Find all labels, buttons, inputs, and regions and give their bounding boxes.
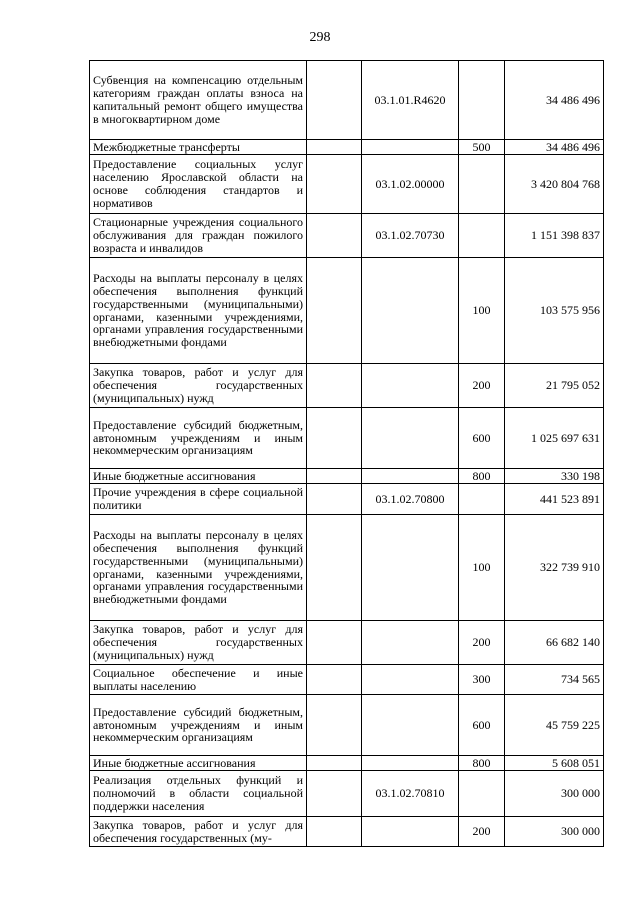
row-amount: 66 682 140 [505,621,604,665]
row-empty-cell [307,756,362,771]
row-name: Расходы на выплаты персоналу в целях обеспечения выполнения функций государственными (муниципальными) органами, казенными учреждениями, органами управления государственными внебюджетными фондами [90,258,307,364]
row-code: 03.1.02.70800 [362,484,459,515]
row-name: Закупка товаров, работ и услуг для обеспечения государственных (муниципальных) нужд [90,621,307,665]
row-code: 03.1.01.R4620 [362,61,459,140]
row-expense-type: 200 [459,364,505,408]
table-row [90,621,604,665]
table-row [90,695,604,756]
row-empty-cell [307,484,362,515]
row-code [362,756,459,771]
row-empty-cell [307,817,362,847]
row-empty-cell [307,621,362,665]
table-row [90,756,604,771]
row-code: 03.1.02.00000 [362,155,459,214]
row-empty-cell [307,469,362,484]
row-code [362,621,459,665]
row-name: Социальное обеспечение и иные выплаты населению [90,665,307,695]
row-amount: 1 151 398 837 [505,214,604,258]
table-row [90,665,604,695]
table-row [90,140,604,155]
row-amount: 300 000 [505,817,604,847]
row-empty-cell [307,515,362,621]
table-row [90,61,604,140]
row-code: 03.1.02.70810 [362,771,459,817]
row-code [362,469,459,484]
row-amount: 103 575 956 [505,258,604,364]
row-code [362,665,459,695]
row-amount: 1 025 697 631 [505,408,604,469]
row-name: Стационарные учреждения социального обслуживания для граждан пожилого возраста и инвалидов [90,214,307,258]
row-name: Иные бюджетные ассигнования [90,469,307,484]
row-amount: 3 420 804 768 [505,155,604,214]
row-expense-type: 100 [459,258,505,364]
row-name: Предоставление субсидий бюджетным, автономным учреждениям и иным некоммерческим организациям [90,408,307,469]
row-expense-type [459,155,505,214]
row-expense-type: 800 [459,756,505,771]
table-row [90,484,604,515]
row-name: Субвенция на компенсацию отдельным категориям граждан оплаты взноса на капитальный ремонт общего имущества в многоквартирном доме [90,61,307,140]
row-amount: 322 739 910 [505,515,604,621]
row-empty-cell [307,61,362,140]
row-name: Закупка товаров, работ и услуг для обеспечения государственных (му- [90,817,307,847]
table-row [90,258,604,364]
table-row [90,771,604,817]
row-empty-cell [307,214,362,258]
row-amount: 330 198 [505,469,604,484]
row-name: Расходы на выплаты персоналу в целях обеспечения выполнения функций государственными (муниципальными) органами, казенными учреждениями, органами управления государственными внебюджетными фондами [90,515,307,621]
row-empty-cell [307,695,362,756]
row-name: Реализация отдельных функций и полномочий в области социальной поддержки населения [90,771,307,817]
row-code: 03.1.02.70730 [362,214,459,258]
row-amount: 300 000 [505,771,604,817]
page-number: 298 [309,30,331,45]
row-expense-type: 600 [459,695,505,756]
row-expense-type [459,214,505,258]
table-row [90,408,604,469]
row-expense-type [459,484,505,515]
row-expense-type: 600 [459,408,505,469]
row-code [362,258,459,364]
row-empty-cell [307,408,362,469]
row-amount: 45 759 225 [505,695,604,756]
row-name: Иные бюджетные ассигнования [90,756,307,771]
row-expense-type [459,771,505,817]
row-code [362,408,459,469]
table-row [90,364,604,408]
row-empty-cell [307,665,362,695]
row-amount: 34 486 496 [505,61,604,140]
row-empty-cell [307,258,362,364]
row-amount: 34 486 496 [505,140,604,155]
table-row [90,817,604,847]
row-expense-type: 800 [459,469,505,484]
row-code [362,140,459,155]
row-amount: 734 565 [505,665,604,695]
row-code [362,364,459,408]
row-expense-type: 200 [459,621,505,665]
row-expense-type: 500 [459,140,505,155]
table-row [90,515,604,621]
table-row [90,214,604,258]
row-name: Закупка товаров, работ и услуг для обеспечения государственных (муниципальных) нужд [90,364,307,408]
row-name: Предоставление субсидий бюджетным, автономным учреждениям и иным некоммерческим организациям [90,695,307,756]
row-expense-type: 200 [459,817,505,847]
row-code [362,817,459,847]
row-amount: 5 608 051 [505,756,604,771]
row-amount: 21 795 052 [505,364,604,408]
row-name: Межбюджетные трансферты [90,140,307,155]
row-empty-cell [307,155,362,214]
row-amount: 441 523 891 [505,484,604,515]
row-name: Прочие учреждения в сфере социальной политики [90,484,307,515]
row-empty-cell [307,364,362,408]
row-empty-cell [307,771,362,817]
row-name: Предоставление социальных услуг населению Ярославской области на основе соблюдения стандартов и нормативов [90,155,307,214]
row-code [362,695,459,756]
row-expense-type [459,61,505,140]
row-empty-cell [307,140,362,155]
row-expense-type: 100 [459,515,505,621]
table-row [90,469,604,484]
row-code [362,515,459,621]
budget-table [89,60,604,847]
table-row [90,155,604,214]
row-expense-type: 300 [459,665,505,695]
